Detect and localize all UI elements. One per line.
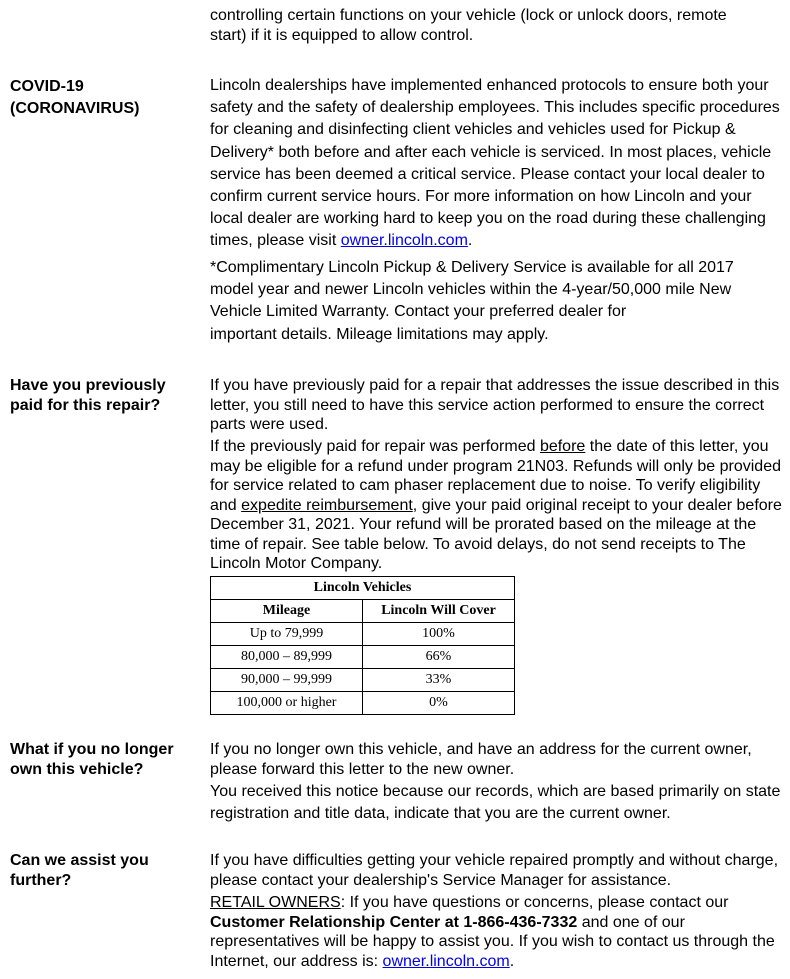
assist-heading: Can we assist you further? xyxy=(10,852,149,889)
cover-cell: 100% xyxy=(363,623,515,646)
table-row xyxy=(211,646,515,669)
covid-heading: COVID-19 (CORONAVIRUS) xyxy=(10,78,140,117)
table-title: Lincoln Vehicles xyxy=(211,577,515,600)
cover-cell: 66% xyxy=(363,646,515,669)
before-emphasis: before xyxy=(539,438,586,455)
previously-paid-heading: Have you previously paid for this repair? xyxy=(10,377,166,414)
coverage-table xyxy=(210,576,515,715)
owner-lincoln-link[interactable]: owner.lincoln.com xyxy=(340,232,468,250)
records-paragraph: You received this notice because our records, which are based primarily on state registration and title data, indicate that you are the current owner. xyxy=(210,783,781,823)
table-title-row xyxy=(211,577,515,600)
table-row xyxy=(211,669,515,692)
cover-cell: 0% xyxy=(363,692,515,715)
cover-cell: 33% xyxy=(363,669,515,692)
expedite-emphasis: expedite reimbursement xyxy=(241,496,413,514)
intro-text: controlling certain functions on your vehicle (lock or unlock doors, remote start) if it is equipped to allow control. xyxy=(210,7,727,44)
retail-owners-label: RETAIL OWNERS xyxy=(210,894,341,911)
no-longer-own-paragraph: If you no longer own this vehicle, and have an address for the current owner, please forward this letter to the new owner. xyxy=(210,741,752,778)
pickup-delivery-note: *Complimentary Lincoln Pickup & Delivery Service is available for all 2017 model year and newer Lincoln vehicles within the 4-year/50,000 mile New Vehicle Limited Warranty. Contact your preferred dealer for important details. Mileage limitations may apply. xyxy=(210,259,734,343)
mileage-cell: Up to 79,999 xyxy=(211,623,363,646)
table-row xyxy=(211,692,515,715)
col-header-mileage: Mileage xyxy=(211,600,363,623)
refund-paragraph: If the previously paid for repair was performed before the date of this letter, you may be eligible for a refund under program 21N03. Refunds will only be provided for service related to cam phaser replacement due to noise. To verify eligibility and expedite reimbursement, give your paid original receipt to your dealer before December 31, 2021. Your refund will be prorated based on the mileage at the time of repair. See table below. To avoid delays, do not send receipts to The Lincoln Motor Company. xyxy=(210,438,782,572)
previously-paid-paragraph: If you have previously paid for a repair that addresses the issue described in this letter, you still need to have this service action performed to ensure the correct parts were used. xyxy=(210,377,780,433)
covid-paragraph: Lincoln dealerships have implemented enhanced protocols to ensure both your safety and the safety of dealership employees. This includes specific procedures for cleaning and disinfecting client vehicles and vehicles used for Pickup & Delivery* both before and after each vehicle is serviced. In most places, vehicle service has been deemed a critical service. Please contact your local dealer to confirm current service hours. For more information on how Lincoln and your local dealer are working hard to keep you on the road during these challenging times, please visit owner.lincoln.com. xyxy=(210,77,780,250)
mileage-cell: 90,000 – 99,999 xyxy=(211,669,363,692)
customer-relationship-center: Customer Relationship Center at 1-866-436-7332 xyxy=(210,913,578,931)
mileage-cell: 100,000 or higher xyxy=(211,692,363,715)
mileage-cell: 80,000 – 89,999 xyxy=(211,646,363,669)
assist-paragraph: If you have difficulties getting your vehicle repaired promptly and without charge, please contact your dealership's Service Manager for assistance. xyxy=(210,852,779,889)
table-header-row xyxy=(211,600,515,623)
col-header-cover: Lincoln Will Cover xyxy=(363,600,515,623)
retail-owners-paragraph: RETAIL OWNERS: If you have questions or concerns, please contact our Customer Relationship Center at 1-866-436-7332 and one of our representatives will be happy to assist you. If you wish to contact us through the Internet, our address is: owner.lincoln.com. xyxy=(210,894,775,970)
no-longer-own-heading: What if you no longer own this vehicle? xyxy=(10,741,174,778)
table-row xyxy=(211,623,515,646)
owner-lincoln-link-footer[interactable]: owner.lincoln.com xyxy=(382,952,510,970)
